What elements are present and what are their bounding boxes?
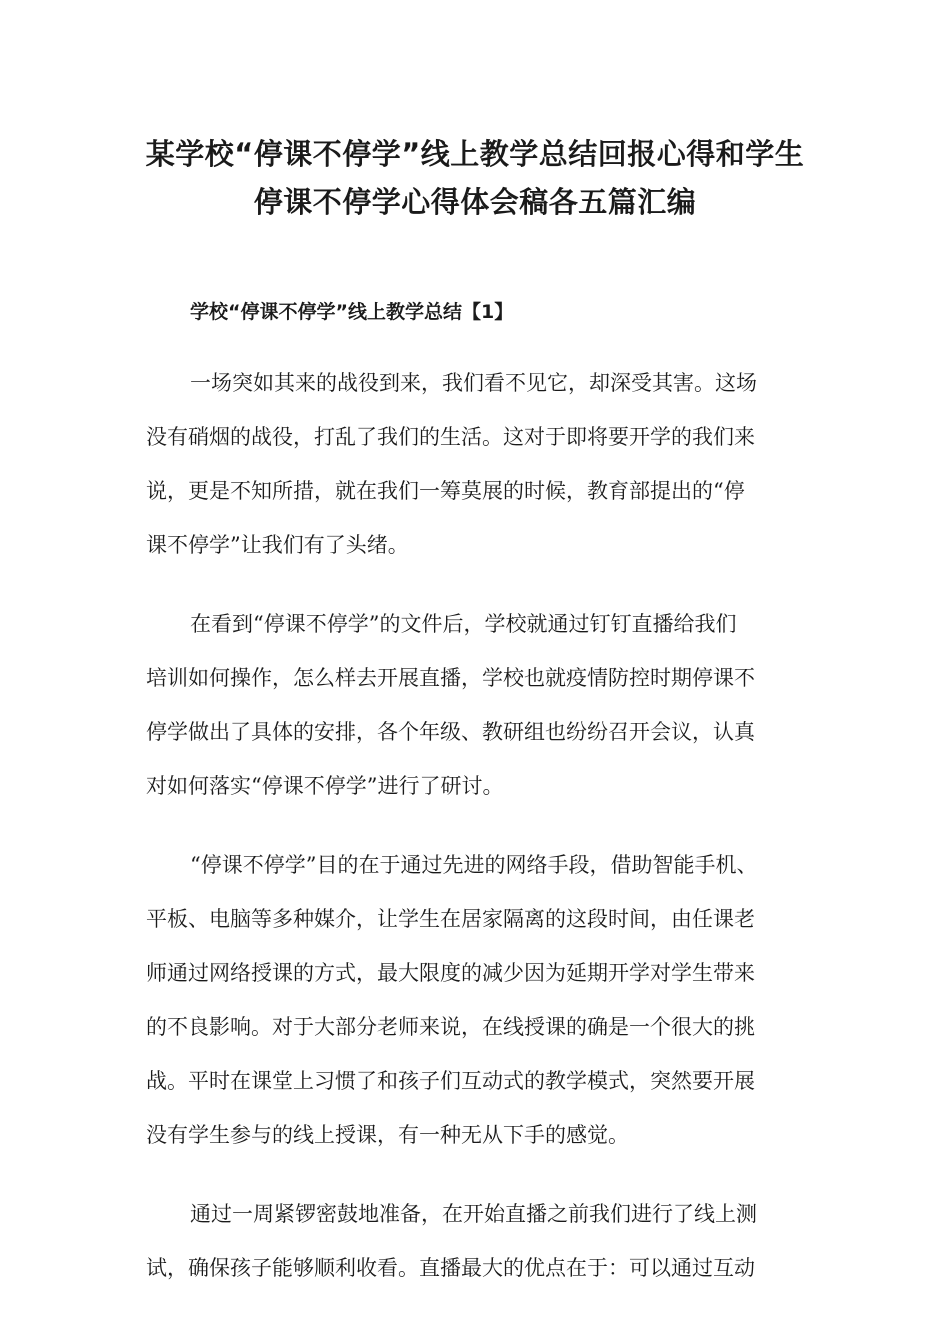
paragraph-4: [146, 1187, 806, 1295]
paragraph-1: [146, 356, 806, 572]
paragraph-3: [146, 838, 806, 1162]
paragraph-line: 对如何落实“停课不停学”进行了研讨。: [146, 774, 504, 798]
paragraph-line: 试，确保孩子能够顺利收看。直播最大的优点在于：可以通过互动: [146, 1256, 755, 1280]
paragraph-line: 说，更是不知所措，就在我们一筹莫展的时候，教育部提出的“停: [146, 479, 745, 503]
document-title: [120, 130, 830, 226]
paragraph-line: 没有学生参与的线上授课，有一种无从下手的感觉。: [146, 1123, 629, 1147]
paragraph-line: 通过一周紧锣密鼓地准备，在开始直播之前我们进行了线上测: [190, 1202, 757, 1226]
paragraph-line: 没有硝烟的战役，打乱了我们的生活。这对于即将要开学的我们来: [146, 425, 755, 449]
paragraph-line: 战。平时在课堂上习惯了和孩子们互动式的教学模式，突然要开展: [146, 1069, 755, 1093]
paragraph-line: 平板、电脑等多种媒介，让学生在居家隔离的这段时间，由任课老: [146, 907, 755, 931]
paragraph-line: 课不停学”让我们有了头绪。: [146, 533, 409, 557]
section-heading: 学校“停课不停学”线上教学总结【1】: [190, 301, 514, 323]
document-body: [146, 356, 806, 1320]
paragraph-line: 停学做出了具体的安排，各个年级、教研组也纷纷召开会议，认真: [146, 720, 755, 744]
paragraph-line: 师通过网络授课的方式，最大限度的减少因为延期开学对学生带来: [146, 961, 755, 985]
paragraph-2: [146, 597, 806, 813]
paragraph-line: 在看到“停课不停学”的文件后，学校就通过钉钉直播给我们: [190, 612, 737, 636]
paragraph-line: 的不良影响。对于大部分老师来说，在线授课的确是一个很大的挑: [146, 1015, 755, 1039]
title-line-2: 停课不停学心得体会稿各五篇汇编: [253, 185, 697, 219]
paragraph-line: 培训如何操作，怎么样去开展直播，学校也就疫情防控时期停课不: [146, 666, 755, 690]
paragraph-line: 一场突如其来的战役到来，我们看不见它，却深受其害。这场: [190, 371, 757, 395]
paragraph-line: “停课不停学”目的在于通过先进的网络手段，借助智能手机、: [190, 853, 758, 877]
title-line-1: 某学校“停课不停学”线上教学总结回报心得和学生: [145, 137, 805, 171]
